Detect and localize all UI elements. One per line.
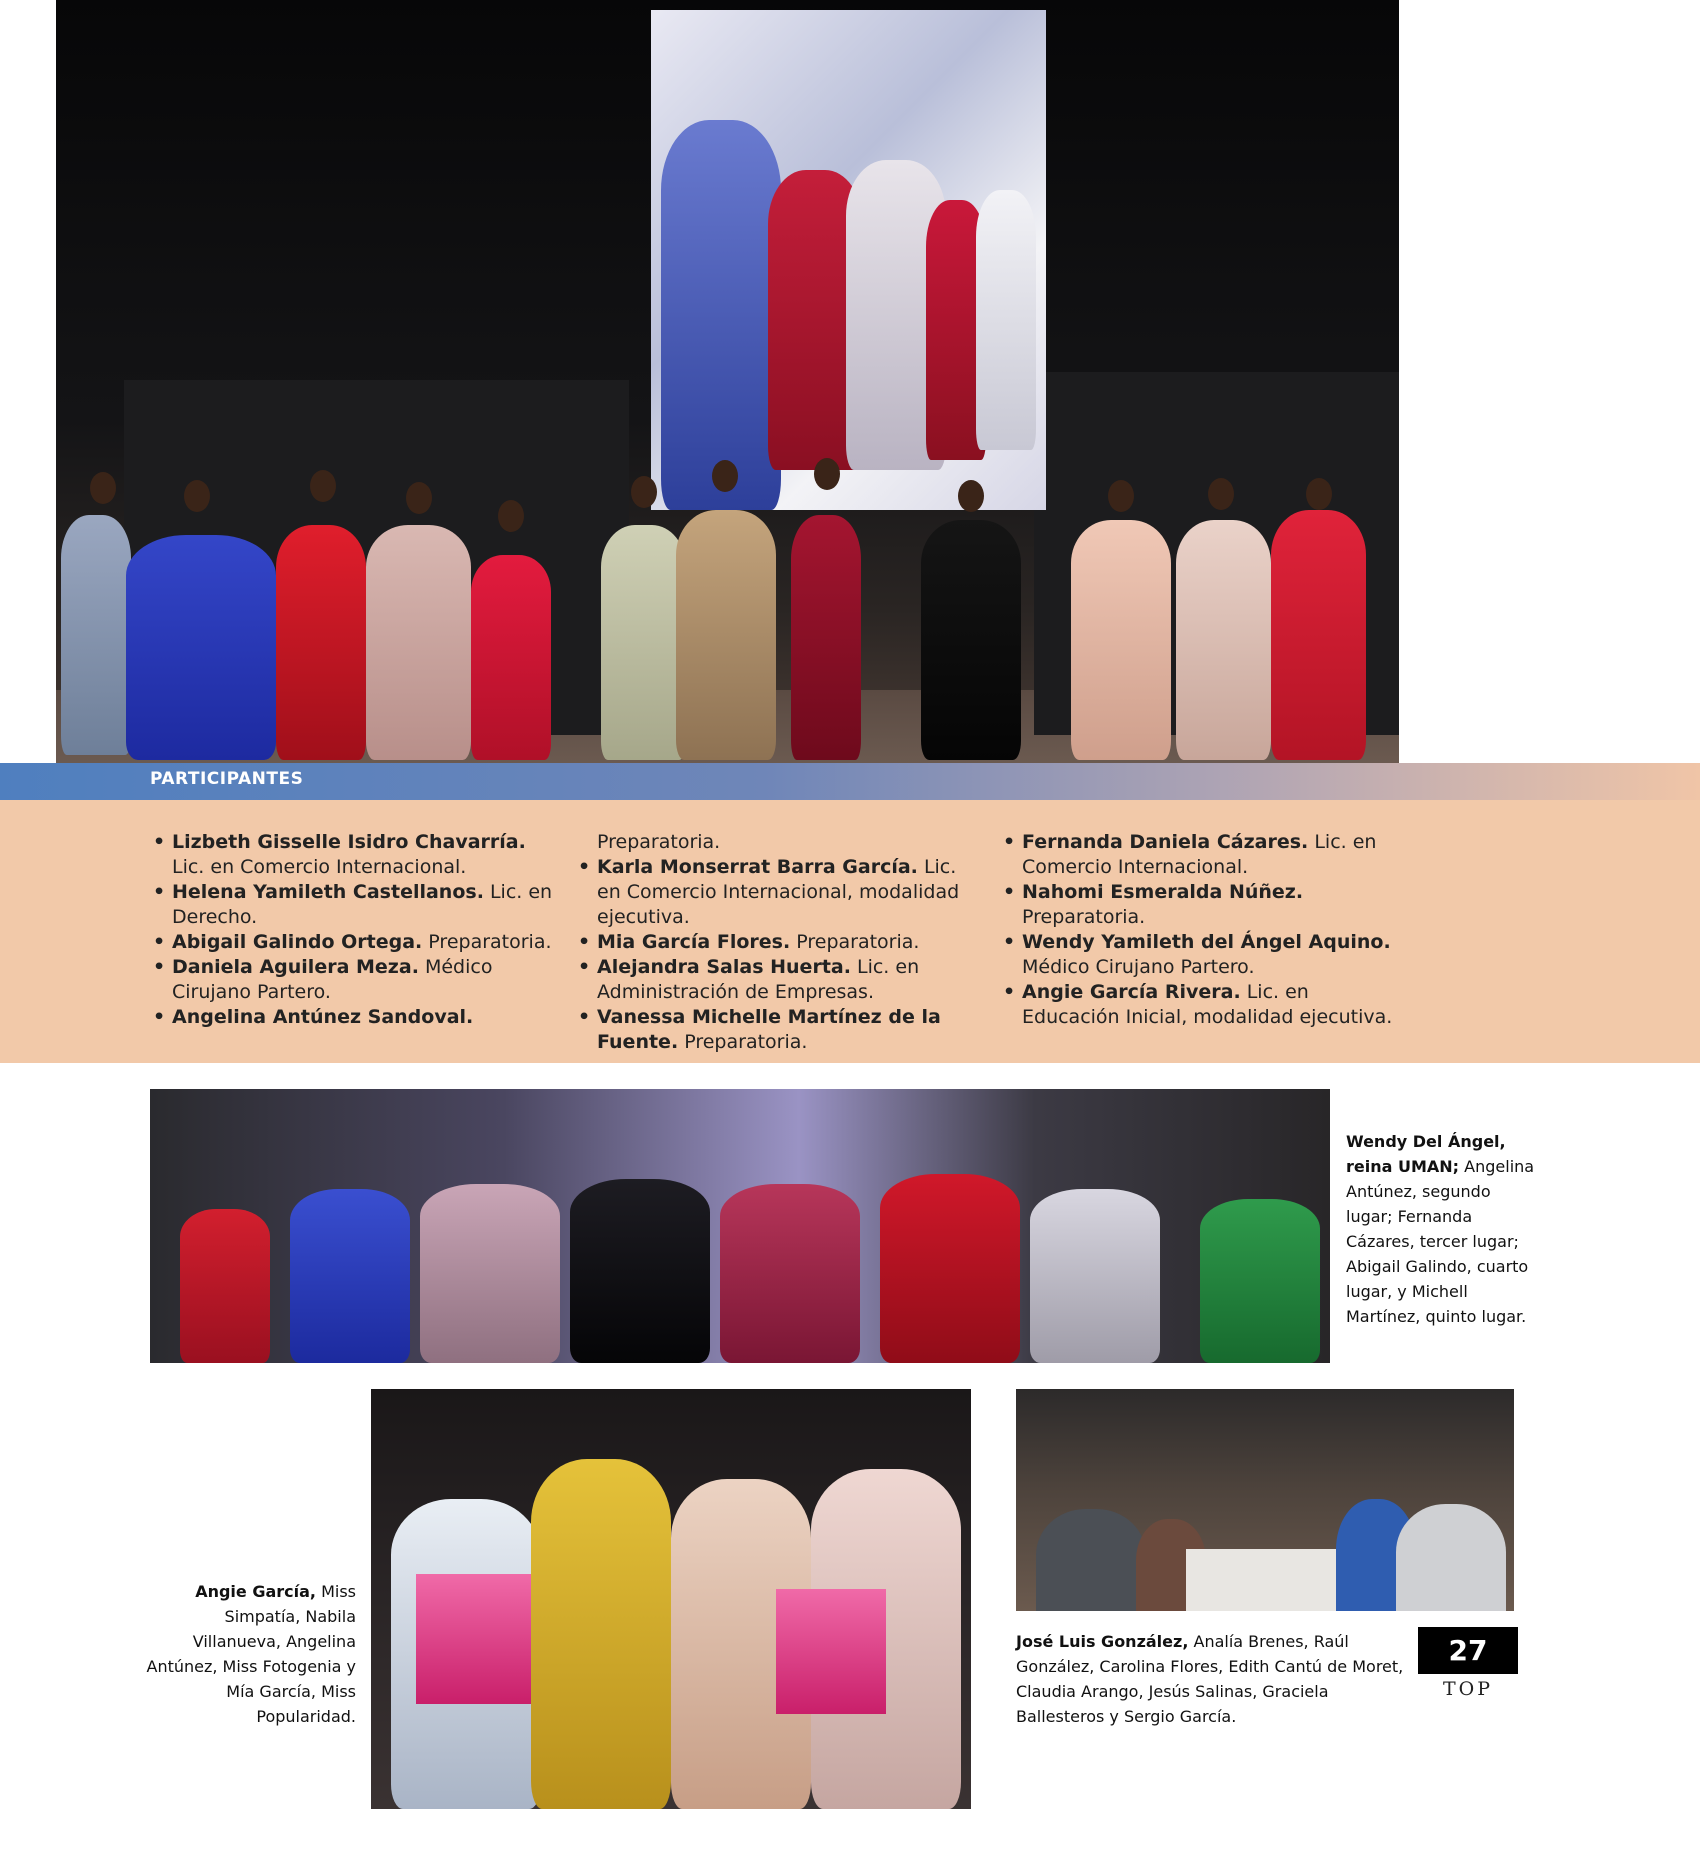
head <box>310 470 336 502</box>
miss-awards-photo <box>371 1389 971 1809</box>
gown <box>180 1209 270 1363</box>
gown <box>1176 520 1271 760</box>
list-item: • Alejandra Salas Huerta. Lic. en Administración de Empresas. <box>575 955 980 1005</box>
gown <box>290 1189 410 1363</box>
head <box>406 482 432 514</box>
gown <box>570 1179 710 1363</box>
miss-awards-caption: Angie García, Miss Simpatía, Nabila Villanueva, Angelina Antúnez, Miss Fotogenia y Mía García, Miss Popularidad. <box>146 1582 356 1726</box>
head <box>631 476 657 508</box>
guests-caption: José Luis González, Analía Brenes, Raúl González, Carolina Flores, Edith Cantú de Moret, Claudia Arango, Jesús Salinas, Graciela Ballesteros y Sergio García. <box>1016 1632 1404 1726</box>
head <box>958 480 984 512</box>
gift-bag <box>416 1574 531 1704</box>
list-item: • Lizbeth Gisselle Isidro Chavarría. Lic. en Comercio Internacional. <box>150 830 555 880</box>
guest <box>1036 1509 1146 1611</box>
gown <box>601 525 686 760</box>
list-item: • Fernanda Daniela Cázares. Lic. en Comercio Internacional. <box>1000 830 1405 880</box>
table <box>1186 1549 1346 1611</box>
list-item: • Wendy Yamileth del Ángel Aquino. Médico Cirujano Partero. <box>1000 930 1405 980</box>
gown <box>531 1459 671 1809</box>
gown <box>276 525 366 760</box>
gown <box>1200 1199 1320 1363</box>
stage-photo <box>56 0 1399 763</box>
list-item: • Abigail Galindo Ortega. Preparatoria. <box>150 930 555 955</box>
list-item: • Angelina Antúnez Sandoval. <box>150 1005 555 1030</box>
participants-header-bar <box>0 763 1700 800</box>
gown <box>126 535 276 760</box>
winners-caption: Wendy Del Ángel, reina UMAN; Angelina Antúnez, segundo lugar; Fernanda Cázares, tercer lugar; Abigail Galindo, cuarto lugar, y Michell Martínez, quinto lugar. <box>1346 1132 1535 1326</box>
screen-gown <box>661 120 781 510</box>
participants-column-1 <box>150 830 555 1030</box>
list-item: • Nahomi Esmeralda Núñez. Preparatoria. <box>1000 880 1405 930</box>
guest <box>1396 1504 1506 1611</box>
gift-bag <box>776 1589 886 1714</box>
head <box>1208 478 1234 510</box>
gown <box>1071 520 1171 760</box>
gown <box>1030 1189 1160 1363</box>
list-item: • Karla Monserrat Barra García. Lic. en Comercio Internacional, modalidad ejecutiva. <box>575 855 980 930</box>
list-item-continuation: Preparatoria. <box>597 831 721 853</box>
head <box>712 460 738 492</box>
list-item: • Daniela Aguilera Meza. Médico Cirujano Partero. <box>150 955 555 1005</box>
gown <box>676 510 776 760</box>
gown <box>366 525 471 760</box>
gown <box>880 1174 1020 1363</box>
list-item: • Angie García Rivera. Lic. en Educación Inicial, modalidad ejecutiva. <box>1000 980 1405 1030</box>
guests-photo <box>1016 1389 1514 1611</box>
magazine-name: TOP <box>1442 1678 1494 1700</box>
gown <box>1271 510 1366 760</box>
gown <box>720 1184 860 1363</box>
head <box>1306 478 1332 510</box>
gown <box>791 515 861 760</box>
screen-gown <box>976 190 1036 450</box>
head <box>1108 480 1134 512</box>
participants-column-3 <box>1000 830 1405 1030</box>
list-item: • Helena Yamileth Castellanos. Lic. en Derecho. <box>150 880 555 930</box>
gown <box>61 515 131 755</box>
participants-column-2 <box>575 830 980 1055</box>
section-title: PARTICIPANTES <box>150 769 304 789</box>
gown <box>471 555 551 760</box>
page-number: 27 <box>1418 1627 1518 1674</box>
gown <box>921 520 1021 760</box>
gown <box>420 1184 560 1363</box>
head <box>90 472 116 504</box>
head <box>498 500 524 532</box>
list-item: • Vanessa Michelle Martínez de la Fuente. Preparatoria. <box>575 1005 980 1055</box>
winners-photo <box>150 1089 1330 1363</box>
list-item: • Mia García Flores. Preparatoria. <box>575 930 980 955</box>
head <box>184 480 210 512</box>
head <box>814 458 840 490</box>
